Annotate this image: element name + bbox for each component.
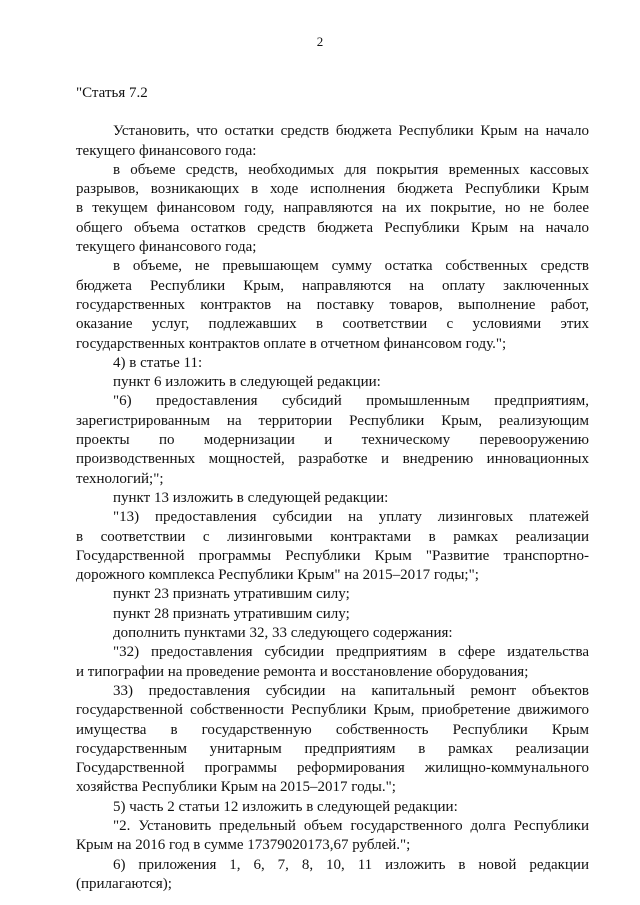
text-line: в текущем финансовом году, направляются на их покрытие, но не более (76, 200, 589, 217)
text-line: проекты по модернизации и техническому перевооружению (76, 432, 589, 449)
text-line: пункт 28 признать утратившим силу; (113, 605, 350, 622)
text-line: дорожного комплекса Республики Крым" на 2015–2017 годы;"; (76, 567, 479, 584)
article-heading: "Статья 7.2 (76, 85, 148, 101)
text-line: "2. Установить предельный объем государственного долга Республики (113, 817, 589, 834)
text-line: технологий;"; (76, 470, 164, 487)
text-line: зарегистрированным на территории Республики Крым, реализующим (76, 412, 589, 429)
text-line: пункт 13 изложить в следующей редакции: (113, 489, 389, 506)
text-line: 5) часть 2 статьи 12 изложить в следующей редакции: (113, 798, 458, 815)
text-line: оказание услуг, подлежавших в соответствии с условиями этих (76, 316, 589, 333)
text-line: текущего финансового года: (76, 142, 257, 159)
text-line: "13) предоставления субсидии на уплату лизинговых платежей (113, 509, 589, 526)
text-line: "6) предоставления субсидий промышленным предприятиям, (113, 393, 589, 410)
text-line: государственных контрактов на поставку товаров, выполнение работ, (76, 296, 589, 313)
page-number: 2 (316, 34, 324, 49)
text-line: разрывов, возникающих в ходе исполнения бюджета Республики Крым (76, 181, 589, 198)
text-line: "32) предоставления субсидии предприятиям в сфере издательства (113, 644, 589, 661)
document-body (76, 84, 589, 894)
text-line: в объеме средств, необходимых для покрытия временных кассовых (113, 161, 589, 178)
text-line: бюджета Республики Крым, направляются на оплату заключенных (76, 277, 589, 294)
text-line: дополнить пунктами 32, 33 следующего содержания: (113, 625, 453, 642)
text-line: 6) приложения 1, 6, 7, 8, 10, 11 изложить в новой редакции (113, 856, 589, 873)
text-line: в соответствии с лизинговыми контрактами в рамках реализации (76, 528, 589, 545)
text-line: и типографии на проведение ремонта и восстановление оборудования; (76, 663, 529, 680)
text-line: Крым на 2016 год в сумме 17379020173,67 рублей."; (76, 837, 411, 854)
text-line: текущего финансового года; (76, 239, 257, 256)
text-line: (прилагаются); (76, 875, 172, 892)
text-line: государственной собственности Республики Крым, приобретение движимого (76, 702, 589, 719)
text-line: 4) в статье 11: (113, 354, 203, 371)
text-line: пункт 6 изложить в следующей редакции: (113, 374, 381, 391)
text-line: Государственной программы Республики Крым "Развитие транспортно- (76, 547, 589, 564)
text-line: Государственной программы реформирования жилищно-коммунального (76, 760, 589, 777)
text-line: государственным унитарным предприятиям в рамках реализации (76, 740, 589, 757)
text-line: производственных мощностей, разработке и внедрению инновационных (76, 451, 589, 468)
text-line: имущества в государственную собственность Республики Крым (76, 721, 589, 738)
text-line: Установить, что остатки средств бюджета Республики Крым на начало (113, 123, 589, 140)
text-line: пункт 23 признать утратившим силу; (113, 586, 350, 603)
text-line: государственных контрактов оплате в отчетном финансовом году."; (76, 335, 507, 352)
text-line: 33) предоставления субсидии на капитальный ремонт объектов (113, 682, 589, 699)
text-line: общего объема остатков средств бюджета Республики Крым на начало (76, 219, 589, 236)
text-line: в объеме, не превышающем сумму остатка собственных средств (113, 258, 589, 275)
text-line: хозяйства Республики Крым на 2015–2017 годы."; (76, 779, 396, 796)
